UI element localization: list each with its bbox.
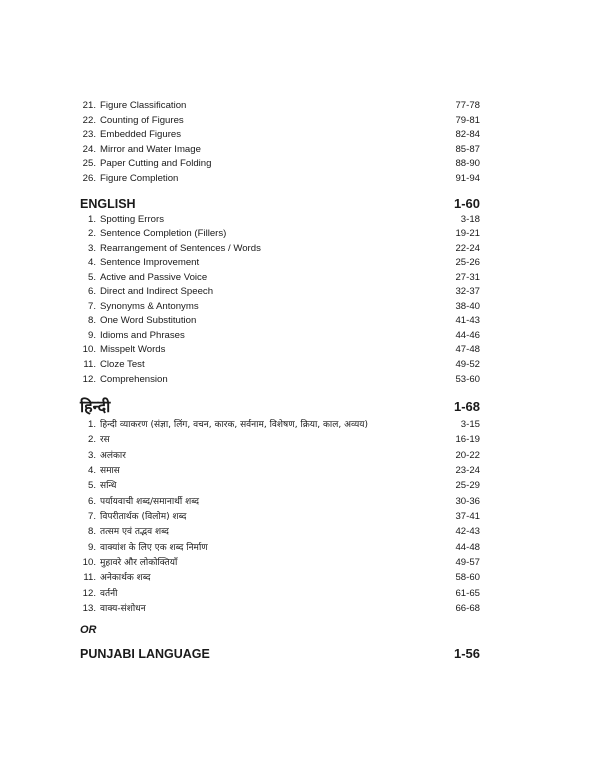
entry-pages: 91-94 bbox=[455, 173, 480, 184]
entry-title: Paper Cutting and Folding bbox=[100, 158, 212, 169]
entry-number: 2. bbox=[87, 228, 96, 239]
toc-entry-idioms-phrases[interactable] bbox=[80, 329, 480, 343]
entry-pages: 82-84 bbox=[455, 129, 480, 140]
entry-pages: 88-90 bbox=[455, 158, 480, 169]
entry-pages: 16-19 bbox=[455, 434, 480, 445]
entry-number: 23. bbox=[82, 129, 96, 140]
toc-entry-hindi-grammar[interactable] bbox=[80, 418, 480, 432]
entry-number: 7. bbox=[87, 511, 96, 522]
toc-entry-misspelt-words[interactable] bbox=[80, 343, 480, 357]
entry-number: 22. bbox=[82, 115, 96, 126]
entry-pages: 77-78 bbox=[455, 100, 480, 111]
entry-number: 7. bbox=[87, 301, 96, 312]
toc-entry-alankar[interactable] bbox=[80, 449, 480, 463]
entry-title: Rearrangement of Sentences / Words bbox=[100, 243, 261, 254]
entry-title: Counting of Figures bbox=[100, 115, 184, 126]
section-heading-english[interactable] bbox=[80, 196, 480, 211]
entry-number: 8. bbox=[87, 315, 96, 326]
entry-title: Active and Passive Voice bbox=[100, 272, 208, 283]
entry-title: Comprehension bbox=[100, 374, 168, 385]
toc-entry-vakya-sanshodhan[interactable] bbox=[80, 602, 480, 616]
entry-title: अनेकार्थक शब्द bbox=[100, 573, 151, 583]
entry-number: 4. bbox=[87, 257, 96, 268]
entry-pages: 37-41 bbox=[455, 511, 480, 522]
entry-title: मुहावरे और लोकोक्तियाँ bbox=[100, 558, 178, 568]
toc-entry-spotting-errors[interactable] bbox=[80, 213, 480, 227]
entry-pages: 66-68 bbox=[455, 603, 480, 614]
entry-title: Synonyms & Antonyms bbox=[100, 301, 199, 312]
toc-entry-rearrangement[interactable] bbox=[80, 242, 480, 256]
entry-title: हिन्दी व्याकरण (संज्ञा, लिंग, वचन, कारक, सर्वनाम, विशेषण, क्रिया, काल, अव्यय) bbox=[100, 420, 368, 430]
entry-pages: 32-37 bbox=[455, 286, 480, 297]
entry-title: वाक्य-संशोधन bbox=[100, 604, 146, 614]
entry-pages: 3-18 bbox=[460, 214, 480, 225]
entry-title: समास bbox=[100, 466, 120, 476]
entry-pages: 79-81 bbox=[455, 115, 480, 126]
entry-number: 5. bbox=[87, 480, 96, 491]
toc-entry-tatsam-tadbhav[interactable] bbox=[80, 525, 480, 539]
entry-title: Cloze Test bbox=[100, 359, 145, 370]
entry-number: 6. bbox=[87, 286, 96, 297]
entry-pages: 58-60 bbox=[455, 572, 480, 583]
entry-number: 11. bbox=[83, 359, 96, 370]
toc-entry-figure-classification[interactable] bbox=[80, 99, 480, 113]
entry-title: Figure Classification bbox=[100, 100, 187, 111]
entry-pages: 23-24 bbox=[455, 465, 480, 476]
entry-title: Spotting Errors bbox=[100, 214, 164, 225]
toc-entry-one-word-substitution[interactable] bbox=[80, 314, 480, 328]
entry-number: 11. bbox=[83, 572, 96, 583]
entry-pages: 44-48 bbox=[455, 542, 480, 553]
entry-number: 1. bbox=[87, 419, 96, 430]
section-heading-hindi[interactable] bbox=[80, 395, 480, 417]
entry-pages: 53-60 bbox=[455, 374, 480, 385]
entry-pages: 25-26 bbox=[455, 257, 480, 268]
toc-entry-cloze-test[interactable] bbox=[80, 358, 480, 372]
entry-title: Embedded Figures bbox=[100, 129, 182, 140]
entry-pages: 38-40 bbox=[455, 301, 480, 312]
section-title: PUNJABI LANGUAGE bbox=[80, 646, 210, 661]
entry-number: 25. bbox=[82, 158, 96, 169]
entry-title: Direct and Indirect Speech bbox=[100, 286, 214, 297]
entry-pages: 30-36 bbox=[455, 496, 480, 507]
entry-pages: 49-57 bbox=[455, 557, 480, 568]
entry-title: रस bbox=[100, 435, 110, 445]
toc-entry-viparitarthak[interactable] bbox=[80, 510, 480, 524]
entry-title: सन्धि bbox=[100, 481, 117, 491]
entry-number: 1. bbox=[87, 214, 96, 225]
entry-number: 26. bbox=[82, 173, 96, 184]
toc-entry-paryayvachi[interactable] bbox=[80, 495, 480, 509]
toc-entry-embedded-figures[interactable] bbox=[80, 128, 480, 142]
entry-number: 10. bbox=[82, 344, 96, 355]
entry-number: 13. bbox=[82, 603, 96, 614]
entry-pages: 27-31 bbox=[455, 272, 480, 283]
entry-number: 8. bbox=[87, 526, 96, 537]
entry-pages: 47-48 bbox=[455, 344, 480, 355]
toc-entry-active-passive-voice[interactable] bbox=[80, 271, 480, 285]
toc-entry-anekarthak[interactable] bbox=[80, 571, 480, 585]
toc-entry-sentence-improvement[interactable] bbox=[80, 256, 480, 270]
entry-number: 24. bbox=[82, 144, 96, 155]
toc-entry-counting-of-figures[interactable] bbox=[80, 114, 480, 128]
entry-number: 12. bbox=[82, 374, 96, 385]
toc-entry-direct-indirect-speech[interactable] bbox=[80, 285, 480, 299]
entry-number: 10. bbox=[82, 557, 96, 568]
entry-number: 2. bbox=[87, 434, 96, 445]
toc-entry-sentence-completion[interactable] bbox=[80, 227, 480, 241]
toc-entry-samas[interactable] bbox=[80, 464, 480, 478]
entry-pages: 20-22 bbox=[455, 450, 480, 461]
toc-entry-muhavare[interactable] bbox=[80, 556, 480, 570]
entry-pages: 85-87 bbox=[455, 144, 480, 155]
toc-entry-synonyms-antonyms[interactable] bbox=[80, 300, 480, 314]
toc-entry-comprehension[interactable] bbox=[80, 373, 480, 387]
entry-title: विपरीतार्थक (विलोम) शब्द bbox=[100, 512, 187, 522]
section-pages: 1-60 bbox=[453, 196, 480, 211]
toc-entry-figure-completion[interactable] bbox=[80, 172, 480, 186]
entry-number: 21. bbox=[82, 100, 96, 111]
entry-title: वर्तनी bbox=[100, 589, 118, 599]
entry-pages: 22-24 bbox=[455, 243, 480, 254]
entry-title: Sentence Improvement bbox=[100, 257, 200, 268]
section-pages: 1-68 bbox=[453, 398, 480, 414]
toc-entry-vakyansh[interactable] bbox=[80, 541, 480, 555]
entry-number: 4. bbox=[87, 465, 96, 476]
entry-number: 12. bbox=[82, 588, 96, 599]
entry-pages: 61-65 bbox=[455, 588, 480, 599]
entry-number: 5. bbox=[87, 272, 96, 283]
entry-number: 9. bbox=[87, 542, 96, 553]
toc-entry-ras[interactable] bbox=[80, 433, 480, 447]
or-separator: OR bbox=[80, 624, 97, 636]
entry-pages: 41-43 bbox=[455, 315, 480, 326]
section-title: ENGLISH bbox=[80, 196, 136, 211]
entry-title: पर्यायवाची शब्द/समानार्थी शब्द bbox=[100, 497, 200, 507]
entry-title: वाक्यांश के लिए एक शब्द निर्माण bbox=[100, 543, 208, 553]
entry-title: One Word Substitution bbox=[100, 315, 197, 326]
entry-number: 3. bbox=[87, 243, 96, 254]
entry-number: 3. bbox=[87, 450, 96, 461]
toc-entry-mirror-water-image[interactable] bbox=[80, 143, 480, 157]
entry-title: तत्सम एवं तद्भव शब्द bbox=[100, 527, 169, 537]
section-pages: 1-56 bbox=[453, 646, 480, 661]
entry-title: Sentence Completion (Fillers) bbox=[100, 228, 227, 239]
entry-title: Misspelt Words bbox=[100, 344, 166, 355]
entry-pages: 42-43 bbox=[455, 526, 480, 537]
entry-pages: 49-52 bbox=[455, 359, 480, 370]
entry-title: अलंकार bbox=[100, 451, 126, 461]
toc-entry-sandhi[interactable] bbox=[80, 479, 480, 493]
entry-pages: 19-21 bbox=[455, 228, 480, 239]
entry-number: 6. bbox=[87, 496, 96, 507]
toc-entry-paper-cutting-folding[interactable] bbox=[80, 157, 480, 171]
section-heading-punjabi[interactable] bbox=[80, 646, 480, 661]
section-title: हिन्दी bbox=[80, 399, 111, 416]
entry-pages: 3-15 bbox=[460, 419, 480, 430]
entry-number: 9. bbox=[87, 330, 96, 341]
entry-pages: 44-46 bbox=[455, 330, 480, 341]
toc-entry-vartani[interactable] bbox=[80, 587, 480, 601]
entry-pages: 25-29 bbox=[455, 480, 480, 491]
entry-title: Idioms and Phrases bbox=[100, 330, 185, 341]
entry-title: Mirror and Water Image bbox=[100, 144, 201, 155]
entry-title: Figure Completion bbox=[100, 173, 179, 184]
